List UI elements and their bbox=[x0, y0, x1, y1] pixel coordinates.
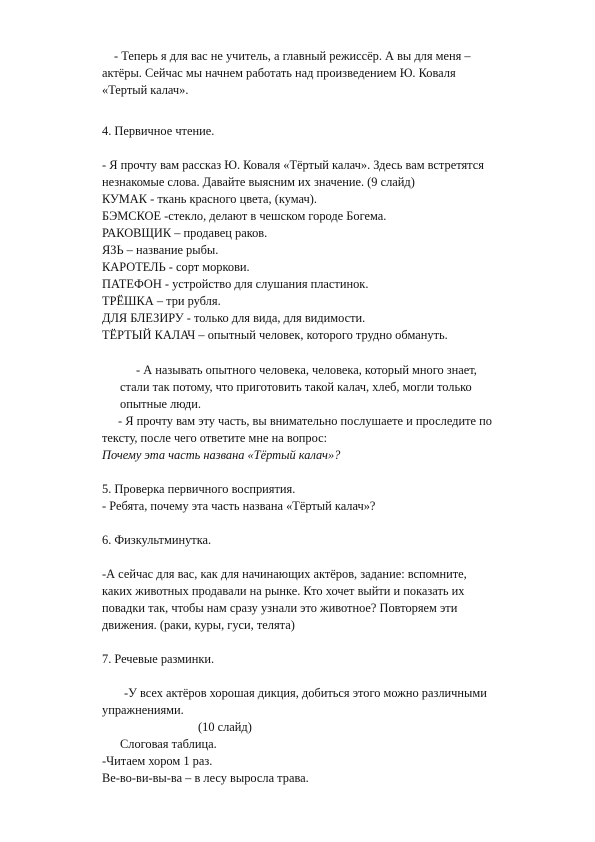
instruction-line: - Я прочту вам эту часть, вы внимательно послушаете и проследите по bbox=[118, 414, 492, 428]
section-5-question: - Ребята, почему эта часть названа «Тёртый калач»? bbox=[102, 499, 376, 513]
syllable-table-title: Слоговая таблица. bbox=[120, 737, 217, 751]
section-6-line: повадки так, чтобы нам сразу узнали это животное? Повторяем эти bbox=[102, 601, 458, 615]
glossary-item: КУМАК - ткань красного цвета, (кумач). bbox=[102, 192, 317, 206]
intro-line: актёры. Сейчас мы начнем работать над произведением Ю. Коваля bbox=[102, 66, 456, 80]
slide-note: (10 слайд) bbox=[198, 720, 252, 734]
instruction-paragraph bbox=[102, 413, 554, 464]
section-7-line: -У всех актёров хорошая дикция, добиться этого можно различными bbox=[124, 686, 487, 700]
section-7-paragraph bbox=[102, 685, 554, 787]
syllable-phrase: Ве-во-ви-вы-ва – в лесу выросла трава. bbox=[102, 771, 309, 785]
section-6-line: каких животных продавали на рынке. Кто хочет выйти и показать их bbox=[102, 584, 465, 598]
glossary-item: БЭМСКОЕ -стекло, делают в чешском городе Богема. bbox=[102, 209, 387, 223]
section-6-paragraph bbox=[102, 566, 554, 634]
intro-paragraph bbox=[102, 48, 554, 99]
intro-line: - Теперь я для вас не учитель, а главный режиссёр. А вы для меня – bbox=[114, 49, 471, 63]
lead-line: незнакомые слова. Давайте выясним их значение. (9 слайд) bbox=[102, 175, 415, 189]
section-6-line: -А сейчас для вас, как для начинающих актёров, задание: вспомните, bbox=[102, 567, 467, 581]
glossary-item: ТРЁШКА – три рубля. bbox=[102, 294, 221, 308]
section-4-lead bbox=[102, 157, 554, 191]
glossary-item: КАРОТЕЛЬ - сорт моркови. bbox=[102, 260, 250, 274]
section-4-heading: 4. Первичное чтение. bbox=[102, 124, 215, 138]
explanation-line: - А называть опытного человека, человека, который много знает, bbox=[136, 363, 477, 377]
question-italic: Почему эта часть названа «Тёртый калач»? bbox=[102, 448, 341, 462]
section-5 bbox=[102, 481, 554, 515]
chorus-instruction: -Читаем хором 1 раз. bbox=[102, 754, 213, 768]
intro-line: «Тертый калач». bbox=[102, 83, 189, 97]
glossary-item: ЯЗЬ – название рыбы. bbox=[102, 243, 219, 257]
glossary-item: ДЛЯ БЛЕЗИРУ - только для вида, для видимости. bbox=[102, 311, 366, 325]
glossary-list bbox=[102, 191, 554, 344]
instruction-line: тексту, после чего ответите мне на вопрос: bbox=[102, 431, 328, 445]
explanation-line: опытные люди. bbox=[120, 397, 201, 411]
lead-line: - Я прочту вам рассказ Ю. Коваля «Тёртый калач». Здесь вам встретятся bbox=[102, 158, 484, 172]
glossary-item: ПАТЕФОН - устройство для слушания пластинок. bbox=[102, 277, 369, 291]
glossary-item: ТЁРТЫЙ КАЛАЧ – опытный человек, которого трудно обмануть. bbox=[102, 328, 448, 342]
section-6-line: движения. (раки, куры, гуси, телята) bbox=[102, 618, 295, 632]
explanation-line: стали так потому, что приготовить такой калач, хлеб, могли только bbox=[120, 380, 472, 394]
explanation-paragraph bbox=[120, 362, 554, 413]
glossary-item: РАКОВЩИК – продавец раков. bbox=[102, 226, 268, 240]
section-5-heading: 5. Проверка первичного восприятия. bbox=[102, 482, 296, 496]
section-7-heading: 7. Речевые разминки. bbox=[102, 652, 215, 666]
section-7-line: упражнениями. bbox=[102, 703, 184, 717]
section-6-heading: 6. Физкультминутка. bbox=[102, 533, 212, 547]
